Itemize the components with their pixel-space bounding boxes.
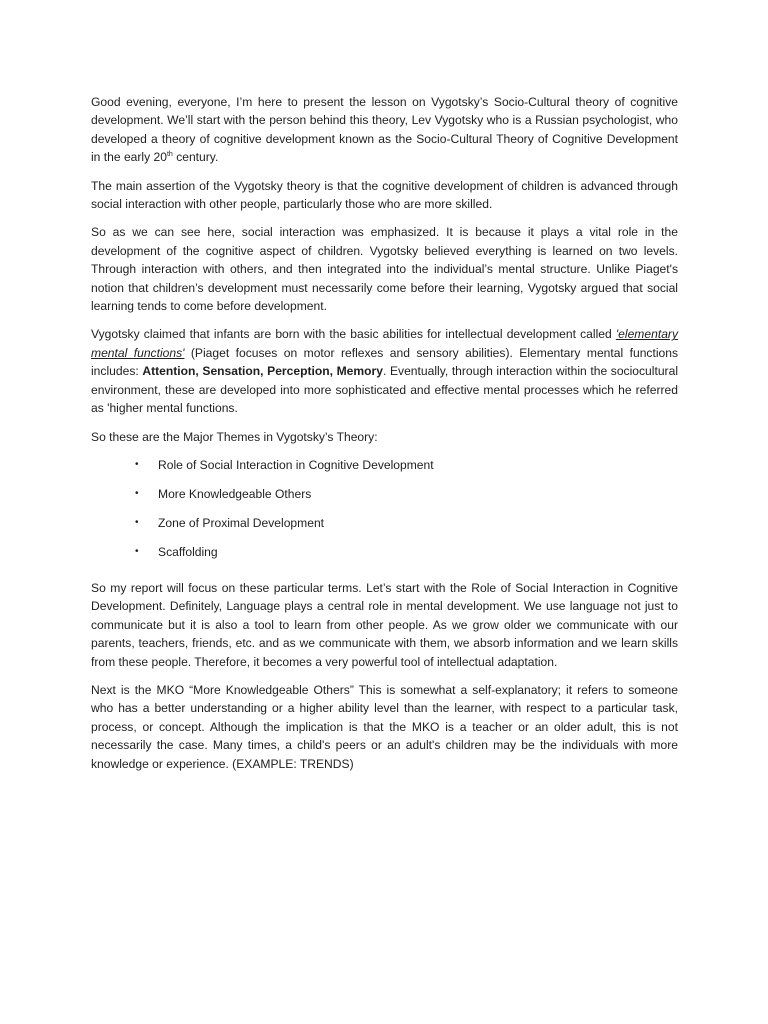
social-interaction-paragraph: So as we can see here, social interaction was emphasized. It is because it plays a vital role in the development of the cognitive aspect of children. Vygotsky believed everything is learned on two levels. Through interaction with others, and then integrated into the individual’s mental structure. Unlike Piaget's notion that children’s development must necessarily come before their learning, Vygotsky argued that social learning tends to come before development.	[91, 225, 678, 314]
document-page	[91, 93, 678, 783]
elementary-mental-functions-term: 'elementary mental functions'	[91, 327, 678, 360]
theme-label: Role of Social Interaction in Cognitive Development	[158, 457, 434, 472]
intro-paragraph	[91, 93, 678, 167]
list-item	[91, 456, 678, 485]
bullet-icon: •	[135, 487, 139, 499]
bullet-icon: •	[135, 516, 139, 528]
mental-functions-paragraph	[91, 325, 678, 417]
list-item	[91, 543, 678, 572]
theme-label: Scaffolding	[158, 544, 218, 559]
theme-label: More Knowledgeable Others	[158, 486, 312, 501]
bullet-icon: •	[135, 545, 139, 557]
mko-paragraph: Next is the MKO “More Knowledgeable Others” This is somewhat a self-explanatory; it refers to someone who has a better understanding or a higher ability level than the learner, with respect to a particular task, process, or concept. Although the implication is that the MKO is a teacher or an older adult, this is not necessarily the case. Many times, a child's peers or an adult's children may be the individuals with more knowledge or experience. (EXAMPLE: TRENDS)	[91, 682, 678, 771]
language-paragraph: So my report will focus on these particular terms. Let’s start with the Role of Social Interaction in Cognitive Development. Definitely, Language plays a central role in mental development. We use language not just to communicate but it is also a tool to learn from other people. As we grow older we communicate with our parents, teachers, friends, etc. and as we communicate with them, we absorb information and we learn skills from these people. Therefore, it becomes a very powerful tool of intellectual adaptation.	[91, 580, 678, 669]
themes-list	[91, 456, 678, 572]
bullet-icon: •	[135, 458, 139, 470]
theme-label: Zone of Proximal Development	[158, 515, 325, 530]
superscript-th: th	[166, 151, 173, 159]
themes-intro: So these are the Major Themes in Vygotsky’s Theory:	[91, 429, 378, 444]
intro-text: Good evening, everyone, I’m here to present the lesson on Vygotsky’s Socio-Cultural theory of cognitive development. We’ll start with the person behind this theory, Lev Vygotsky who is a Russian psychologist, who developed a theory of cognitive development known as the Socio-Cultural Theory of Cognitive Development in the early 20	[91, 95, 678, 165]
functions-list-bold: Attention, Sensation, Perception, Memory	[142, 364, 383, 379]
list-item	[91, 514, 678, 543]
mental-functions-text-2: (Piaget focuses on motor reflexes and sensory abilities). Elementary mental functions includes:	[91, 345, 679, 379]
mental-functions-text-1: Vygotsky claimed that infants are born with the basic abilities for intellectual development called	[91, 327, 616, 342]
list-item	[91, 485, 678, 514]
intro-text-end: century.	[172, 150, 219, 165]
mental-functions-text-3: . Eventually, through interaction within the sociocultural environment, these are developed into more sophisticated and effective mental processes which he referred as 'higher mental functions.	[91, 364, 679, 416]
assertion-paragraph: The main assertion of the Vygotsky theory is that the cognitive development of children is advanced through social interaction with other people, particularly those who are more skilled.	[91, 178, 678, 212]
